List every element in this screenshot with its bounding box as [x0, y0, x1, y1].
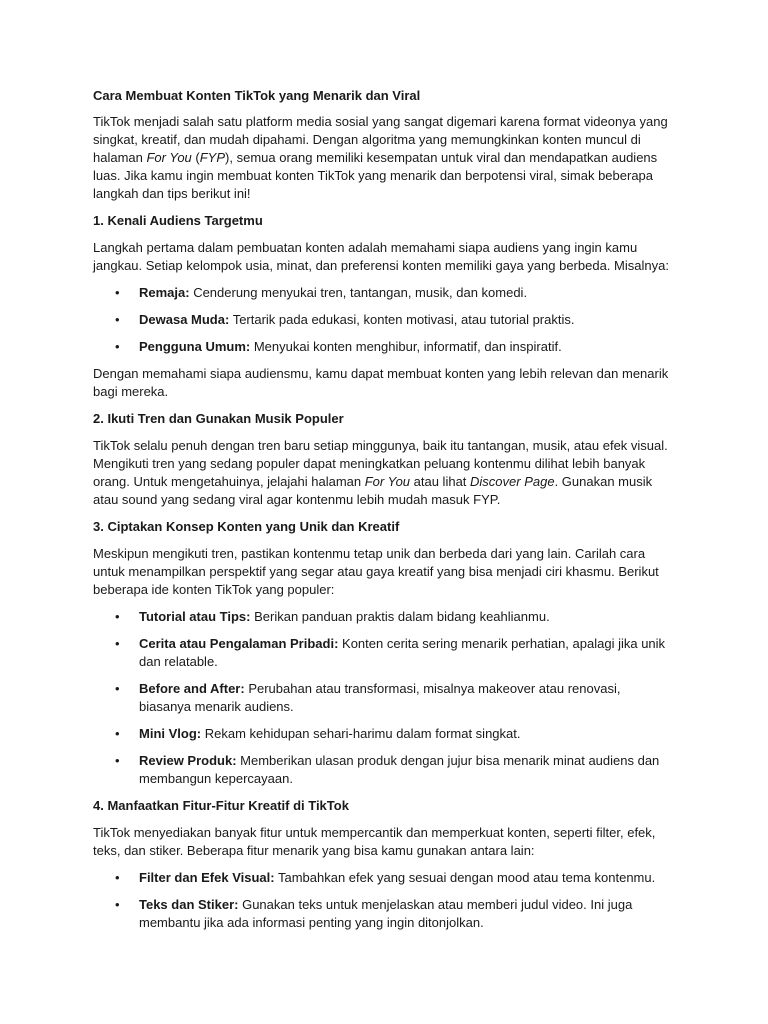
list-item: • Mini Vlog: Rekam kehidupan sehari-harimu dalam format singkat.: [115, 726, 521, 741]
intro-paragraph: TikTok menjadi salah satu platform media sosial yang sangat digemari karena format videonya yang singkat, kreatif, dan mudah dipahami. Dengan algoritma yang memungkinkan konten muncul di halaman For You (FYP), semua orang memiliki kesempatan untuk viral dan mendapatkan audiens luas. Jika kamu ingin membuat konten TikTok yang menarik dan berpotensi viral, simak beberapa langkah dan tips berikut ini!: [93, 114, 668, 201]
list-item: • Pengguna Umum: Menyukai konten menghibur, informatif, dan inspiratif.: [115, 339, 562, 354]
bullet-icon: •: [115, 636, 120, 651]
document-title: Cara Membuat Konten TikTok yang Menarik dan Viral: [93, 88, 421, 103]
section-heading: 4. Manfaatkan Fitur-Fitur Kreatif di TikTok: [93, 798, 349, 813]
bullet-icon: •: [115, 339, 120, 354]
bullet-icon: •: [115, 312, 120, 327]
bullet-list: [93, 284, 673, 356]
list-item: • Teks dan Stiker: Gunakan teks untuk menjelaskan atau memberi judul video. Ini juga membantu jika ada informasi penting yang ingin ditonjolkan.: [115, 897, 633, 930]
section-heading: 2. Ikuti Tren dan Gunakan Musik Populer: [93, 411, 344, 426]
list-item: • Filter dan Efek Visual: Tambahkan efek yang sesuai dengan mood atau tema kontenmu.: [115, 870, 656, 885]
list-item: • Cerita atau Pengalaman Pribadi: Konten cerita sering menarik perhatian, apalagi jika unik dan relatable.: [115, 636, 666, 669]
section-heading: 3. Ciptakan Konsep Konten yang Unik dan Kreatif: [93, 519, 400, 534]
bullet-icon: •: [115, 609, 120, 624]
section-paragraph: TikTok menyediakan banyak fitur untuk mempercantik dan memperkuat konten, seperti filter, efek, teks, dan stiker. Beberapa fitur menarik yang bisa kamu gunakan antara lain:: [93, 825, 656, 858]
list-item: • Review Produk: Memberikan ulasan produk dengan jujur bisa menarik minat audiens dan membangun kepercayaan.: [115, 753, 660, 786]
section-paragraph: Dengan memahami siapa audiensmu, kamu dapat membuat konten yang lebih relevan dan menarik bagi mereka.: [93, 366, 669, 399]
bullet-icon: •: [115, 285, 120, 300]
bullet-icon: •: [115, 897, 120, 912]
section-paragraph: Meskipun mengikuti tren, pastikan kontenmu tetap unik dan berbeda dari yang lain. Carilah cara untuk menampilkan perspektif yang segar atau gaya kreatif yang bisa menjadi ciri khasmu. Berikut beberapa ide konten TikTok yang populer:: [93, 546, 659, 597]
bullet-icon: •: [115, 870, 120, 885]
bullet-list: [93, 608, 673, 788]
bullet-list: [93, 869, 673, 932]
bullet-icon: •: [115, 726, 120, 741]
list-item: • Tutorial atau Tips: Berikan panduan praktis dalam bidang keahlianmu.: [115, 609, 550, 624]
bullet-icon: •: [115, 681, 120, 696]
list-item: • Before and After: Perubahan atau transformasi, misalnya makeover atau renovasi, biasanya menarik audiens.: [115, 681, 621, 714]
section-heading: 1. Kenali Audiens Targetmu: [93, 213, 263, 228]
section-paragraph: Langkah pertama dalam pembuatan konten adalah memahami siapa audiens yang ingin kamu jangkau. Setiap kelompok usia, minat, dan preferensi konten memiliki gaya yang berbeda. Misalnya:: [93, 240, 669, 273]
document-page: [93, 82, 673, 941]
section-paragraph: TikTok selalu penuh dengan tren baru setiap minggunya, baik itu tantangan, musik, atau efek visual. Mengikuti tren yang sedang populer dapat meningkatkan peluang kontenmu dilihat lebih banyak orang. Untuk mengetahuinya, jelajahi halaman For You atau lihat Discover Page. Gunakan musik atau sound yang sedang viral agar kontenmu lebih mudah masuk FYP.: [93, 438, 668, 507]
list-item: • Dewasa Muda: Tertarik pada edukasi, konten motivasi, atau tutorial praktis.: [115, 312, 575, 327]
bullet-icon: •: [115, 753, 120, 768]
list-item: • Remaja: Cenderung menyukai tren, tantangan, musik, dan komedi.: [115, 285, 528, 300]
